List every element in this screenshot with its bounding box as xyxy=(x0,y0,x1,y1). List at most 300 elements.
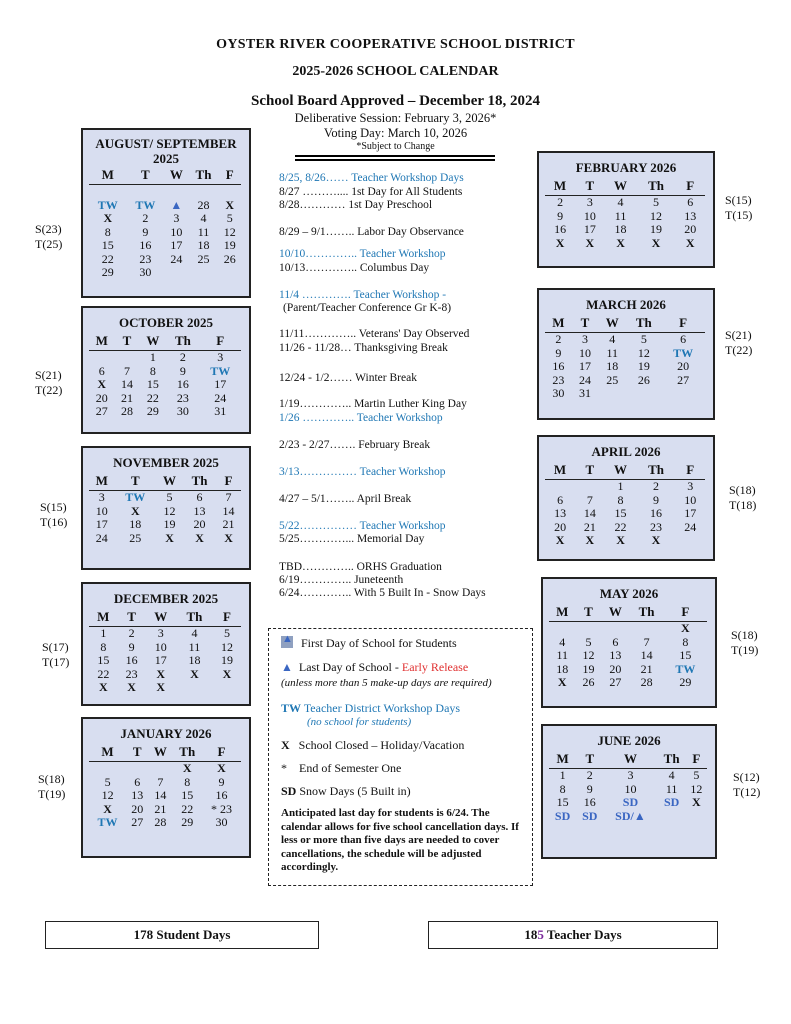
day-cell: 10 xyxy=(170,224,183,239)
day-cell: X xyxy=(195,530,204,545)
day-cell: 3 xyxy=(157,626,164,640)
day-cell: 16 xyxy=(583,795,596,809)
day-cell: ▲ xyxy=(170,197,183,212)
day-cell: 11 xyxy=(665,781,678,796)
day-cell: 6 xyxy=(680,332,687,346)
day-cell: 30 xyxy=(215,815,228,829)
day-cell: 8 xyxy=(682,634,689,649)
day-cell: 15 xyxy=(97,653,110,667)
event-item xyxy=(279,248,446,260)
event-date: 1/19………….. xyxy=(279,398,352,410)
event-date: 6/24………….. xyxy=(279,587,352,599)
month-calendar-jan xyxy=(81,717,251,858)
day-cell xyxy=(148,762,172,776)
day-cell: 10 xyxy=(624,781,637,796)
day-cell: 13 xyxy=(554,506,567,520)
weekday-header: F xyxy=(661,314,705,333)
day-cell: 23 xyxy=(552,372,565,387)
calendar-title: 2025-2026 SCHOOL CALENDAR xyxy=(292,64,499,79)
day-cell xyxy=(89,185,127,199)
day-cell xyxy=(213,681,241,695)
day-cell: 22 xyxy=(181,801,194,816)
day-cell xyxy=(89,762,126,776)
event-item xyxy=(279,262,429,274)
day-cell: SD/▲ xyxy=(615,808,646,823)
day-cell xyxy=(626,387,661,401)
month-grid xyxy=(545,177,705,250)
month-calendar-may xyxy=(541,577,717,708)
day-cell: X xyxy=(557,675,567,689)
day-cell: 29 xyxy=(679,675,692,689)
day-cell: X xyxy=(585,533,595,547)
day-cell: 2 xyxy=(179,350,186,364)
day-cell: 20 xyxy=(609,661,622,676)
day-cell: 12 xyxy=(220,639,233,654)
event-label: Teacher Workshop xyxy=(356,248,446,260)
day-cell: 26 xyxy=(223,251,236,266)
event-label: April Break xyxy=(354,493,412,505)
day-cell: 28 xyxy=(120,404,133,418)
weekday-header: M xyxy=(549,603,576,622)
event-date: 4/27 – 5/1…….. xyxy=(279,493,355,505)
day-cell: 31 xyxy=(214,404,227,418)
event-item xyxy=(279,186,462,198)
event-date: 12/24 - 1/2…… xyxy=(279,372,353,384)
event-item xyxy=(279,172,464,184)
weekday-header: F xyxy=(676,177,705,196)
month-calendar-apr xyxy=(537,435,715,561)
subject-to-change: *Subject to Change xyxy=(356,141,435,152)
legend-snow: SD Snow Days (5 Built in) xyxy=(281,784,411,798)
student-day-count: S(23) xyxy=(35,222,62,236)
event-date: 5/22…………… xyxy=(279,520,357,532)
event-item xyxy=(279,561,442,573)
day-cell: 1 xyxy=(100,626,107,640)
day-cell: 21 xyxy=(640,661,653,676)
day-cell: 22 xyxy=(97,666,110,681)
day-cell: 20 xyxy=(131,801,144,816)
event-item xyxy=(279,342,448,354)
weekday-header: W xyxy=(598,314,626,333)
month-grid xyxy=(89,743,241,830)
weekday-header: Th xyxy=(637,177,676,196)
day-count-oct xyxy=(35,368,62,398)
day-cell: 17 xyxy=(170,238,183,252)
month-title: OCTOBER 2025 xyxy=(118,315,214,330)
day-cell xyxy=(126,762,148,776)
event-label: ORHS Graduation xyxy=(353,561,442,573)
weekday-header: T xyxy=(575,177,604,196)
event-label: Martin Luther King Day xyxy=(351,398,467,410)
day-cell: 13 xyxy=(684,208,697,223)
weekday-header: F xyxy=(199,332,241,351)
day-cell: TW xyxy=(97,815,118,829)
month-title: MAY 2026 xyxy=(599,586,659,601)
day-cell: 22 xyxy=(614,519,627,534)
day-cell: 16 xyxy=(125,653,138,667)
day-cell: 24 xyxy=(578,372,591,387)
event-item xyxy=(279,289,446,301)
student-day-count: S(12) xyxy=(733,770,760,784)
day-cell: 3 xyxy=(586,195,593,209)
day-cell: 23 xyxy=(125,666,138,681)
teacher-day-count: T(25) xyxy=(35,237,63,251)
event-date: 8/29 – 9/1…….. xyxy=(279,226,355,238)
day-cell: 23 xyxy=(650,519,663,534)
day-cell: 15 xyxy=(146,377,159,391)
weekday-header: T xyxy=(572,314,598,333)
event-item xyxy=(279,328,469,340)
day-cell: 21 xyxy=(583,519,596,534)
day-cell xyxy=(115,351,140,365)
event-label: Columbus Day xyxy=(356,262,430,274)
day-cell: 11 xyxy=(556,648,569,662)
day-cell: 12 xyxy=(582,648,595,662)
event-date: 8/25, 8/26…… xyxy=(279,172,349,184)
day-cell: X xyxy=(156,666,166,681)
teacher-day-count: T(22) xyxy=(35,383,63,397)
teacher-day-count: T(19) xyxy=(38,787,66,801)
day-cell: 3 xyxy=(581,332,588,346)
day-cell: 6 xyxy=(196,490,203,504)
day-cell: 16 xyxy=(650,506,663,520)
day-cell: 12 xyxy=(650,208,663,223)
day-cell: 14 xyxy=(222,503,235,518)
teacher-day-count: T(19) xyxy=(731,643,759,657)
day-cell: 24 xyxy=(95,530,108,545)
day-cell: 5 xyxy=(585,634,592,649)
event-label: Winter Break xyxy=(352,372,417,384)
weekday-header: Th xyxy=(626,314,661,333)
legend-first-day: ▲ First Day of School for Students xyxy=(282,633,457,650)
day-cell: 11 xyxy=(606,345,619,360)
day-cell: X xyxy=(103,211,113,225)
approval-line: School Board Approved – December 18, 2024 xyxy=(250,93,541,109)
day-cell: 15 xyxy=(679,648,692,662)
event-label: 1st Day Preschool xyxy=(345,199,433,211)
day-cell xyxy=(629,622,663,636)
teacher-day-count: T(18) xyxy=(729,498,757,512)
event-label: Teacher Workshop Days xyxy=(348,172,464,184)
month-calendar-aug xyxy=(81,128,251,298)
day-cell: X xyxy=(127,680,136,694)
weekday-header: F xyxy=(213,608,241,627)
event-item xyxy=(279,439,430,451)
month-grid xyxy=(545,314,705,401)
day-cell: X xyxy=(692,795,701,809)
day-cell: 17 xyxy=(583,222,596,236)
day-cell: 5 xyxy=(104,774,111,789)
day-cell: 2 xyxy=(586,768,593,782)
day-cell: 13 xyxy=(131,788,144,802)
day-cell: 17 xyxy=(214,377,227,391)
day-cell: X xyxy=(165,530,174,545)
weekday-header: F xyxy=(676,461,705,480)
day-cell: 1 xyxy=(617,479,624,493)
last-day-icon: ▲ xyxy=(281,660,293,674)
divider xyxy=(295,159,495,161)
event-item xyxy=(279,412,443,424)
day-cell: 9 xyxy=(557,208,564,223)
day-cell: 9 xyxy=(653,492,660,507)
day-cell: 31 xyxy=(578,386,591,400)
legend-box xyxy=(268,628,533,886)
day-cell xyxy=(676,534,705,548)
day-cell: 9 xyxy=(218,774,225,789)
student-day-count: S(21) xyxy=(725,328,752,342)
day-cell: X xyxy=(651,235,661,250)
day-cell: 8 xyxy=(104,224,111,239)
day-cell: 25 xyxy=(606,372,619,387)
day-cell: 2 xyxy=(557,195,564,209)
day-cell: 18 xyxy=(197,238,210,252)
weekday-header: W xyxy=(164,166,188,185)
event-date: 8/27 ……….... xyxy=(279,186,349,198)
weekday-header: T xyxy=(576,603,602,622)
day-cell: X xyxy=(103,801,112,816)
day-cell: 30 xyxy=(176,404,189,418)
weekday-header: M xyxy=(545,177,575,196)
day-cell: 3 xyxy=(217,350,224,364)
day-cell: X xyxy=(681,621,690,635)
day-cell: X xyxy=(616,533,625,547)
day-cell: 6 xyxy=(557,492,564,507)
day-cell: X xyxy=(217,761,226,775)
day-cell: 13 xyxy=(609,648,622,662)
day-cell: 5 xyxy=(653,195,660,209)
day-cell xyxy=(549,622,576,636)
month-grid xyxy=(89,472,241,545)
event-item xyxy=(279,587,486,599)
weekday-header: Th xyxy=(629,603,663,622)
student-day-count: S(15) xyxy=(725,193,752,207)
event-label: February Break xyxy=(355,439,431,451)
day-cell: 24 xyxy=(214,390,227,405)
day-cell xyxy=(127,185,165,199)
weekday-header: F xyxy=(218,166,241,185)
day-cell: 4 xyxy=(668,768,675,782)
day-cell xyxy=(218,266,241,280)
day-cell: 30 xyxy=(139,265,152,279)
event-date: 6/19………….. xyxy=(279,574,352,586)
day-cell: 23 xyxy=(139,251,152,266)
day-cell: 29 xyxy=(181,815,194,829)
legend-tw-note: (no school for students) xyxy=(307,716,412,728)
day-cell: 25 xyxy=(129,530,142,545)
day-cell xyxy=(661,387,705,401)
teacher-day-count: T(17) xyxy=(42,655,70,669)
student-day-count: S(18) xyxy=(731,628,758,642)
day-cell xyxy=(575,480,604,494)
day-cell: 3 xyxy=(173,211,180,225)
weekday-header: Th xyxy=(172,743,202,762)
day-cell xyxy=(545,480,575,494)
day-count-apr xyxy=(729,483,756,513)
day-cell: SD xyxy=(622,795,639,809)
day-cell: 27 xyxy=(131,815,144,829)
day-cell: 2 xyxy=(128,626,135,640)
divider xyxy=(295,155,495,157)
day-cell: SD xyxy=(582,808,598,823)
day-cell: 19 xyxy=(637,359,650,373)
month-grid xyxy=(89,166,241,280)
weekday-header: Th xyxy=(183,472,216,491)
weekday-header: F xyxy=(686,750,707,769)
day-cell xyxy=(189,185,219,199)
day-cell: 20 xyxy=(95,390,108,405)
day-cell: 16 xyxy=(554,222,567,236)
deliberative-session: Deliberative Session: February 3, 2026* xyxy=(294,111,497,125)
event-label: Juneteenth xyxy=(351,574,404,586)
event-date: 10/13………….. xyxy=(279,262,357,274)
event-label: Teacher Workshop xyxy=(356,520,446,532)
day-count-jan xyxy=(38,772,65,802)
day-cell: 28 xyxy=(197,197,210,212)
teacher-days-box: 185 Teacher Days xyxy=(428,921,718,949)
day-cell: 29 xyxy=(101,265,114,279)
event-item xyxy=(279,493,411,505)
legend-closed: X School Closed – Holiday/Vacation xyxy=(281,738,465,752)
day-cell: TW xyxy=(135,197,156,212)
day-cell: 29 xyxy=(146,404,159,418)
weekday-header: W xyxy=(605,177,637,196)
event-label: Thanksgiving Break xyxy=(351,342,448,354)
day-cell: 2 xyxy=(653,479,660,493)
day-cell: 19 xyxy=(163,517,176,531)
day-cell: 25 xyxy=(197,251,210,266)
legend-tw: TW Teacher District Workshop Days xyxy=(281,701,461,715)
month-grid xyxy=(89,608,241,695)
event-label: 1st Day for All Students xyxy=(348,186,463,198)
day-cell: X xyxy=(98,680,108,694)
day-cell: 16 xyxy=(552,359,565,373)
month-title: APRIL 2026 xyxy=(591,444,661,459)
month-grid xyxy=(89,332,241,419)
day-cell: X xyxy=(182,761,192,775)
weekday-header: M xyxy=(89,166,127,185)
voting-day: Voting Day: March 10, 2026 xyxy=(323,126,468,140)
event-date: 1/26 ………….. xyxy=(279,412,355,424)
event-label: Veterans' Day Observed xyxy=(356,328,470,340)
event-item xyxy=(279,466,446,478)
day-cell: 19 xyxy=(582,661,595,676)
day-cell: 15 xyxy=(556,795,569,809)
day-cell: 5 xyxy=(226,211,233,225)
day-cell: 18 xyxy=(556,661,569,676)
day-cell: 5 xyxy=(166,490,173,504)
day-cell: 5 xyxy=(693,768,700,782)
student-day-count: S(18) xyxy=(38,772,65,786)
day-cell xyxy=(164,185,188,199)
weekday-header: W xyxy=(148,743,172,762)
day-cell xyxy=(658,810,686,824)
weekday-header: F xyxy=(216,472,241,491)
weekday-header: Th xyxy=(189,166,219,185)
legend-anticipated: Anticipated last day for students is 6/24. The calendar allows for five school cancellation days. If less or more than five days are needed to cover cancellations, the schedule will be adjusted accordingly. xyxy=(281,807,519,873)
day-cell: 27 xyxy=(677,372,690,387)
month-title: FEBRUARY 2026 xyxy=(575,160,677,175)
day-cell: 1 xyxy=(559,768,566,782)
month-calendar-jun xyxy=(541,724,717,859)
day-cell xyxy=(189,266,219,280)
event-date: 3/13…………… xyxy=(279,466,357,478)
day-cell: 17 xyxy=(95,517,108,531)
month-calendar-mar xyxy=(537,288,715,420)
day-cell: 7 xyxy=(586,492,593,507)
event-label: With 5 Built In - Snow Days xyxy=(351,587,486,599)
event-label: (Parent/Teacher Conference Gr K-8) xyxy=(283,302,452,314)
weekday-header: T xyxy=(576,750,603,769)
weekday-header: M xyxy=(545,314,572,333)
day-cell: 9 xyxy=(555,345,562,360)
day-cell: 18 xyxy=(606,359,619,373)
day-cell: X xyxy=(222,666,232,681)
day-count-jun xyxy=(733,770,760,800)
district-title: OYSTER RIVER COOPERATIVE SCHOOL DISTRICT xyxy=(216,37,575,52)
day-cell xyxy=(218,185,241,199)
day-cell: 21 xyxy=(120,390,133,405)
weekday-header: T xyxy=(115,472,157,491)
month-calendar-oct xyxy=(81,306,251,434)
day-cell: 4 xyxy=(609,332,616,346)
day-cell: X xyxy=(224,530,233,545)
day-cell: TW xyxy=(210,363,231,378)
weekday-header: M xyxy=(89,332,115,351)
month-title: JANUARY 2026 xyxy=(120,726,212,741)
day-cell: 18 xyxy=(129,517,142,531)
day-cell xyxy=(686,810,707,824)
day-count-dec xyxy=(42,640,69,670)
student-day-count: S(21) xyxy=(35,368,62,382)
day-cell: X xyxy=(190,666,199,681)
event-date: 10/10………….. xyxy=(279,248,357,260)
day-cell: 10 xyxy=(154,639,167,654)
day-cell: 5 xyxy=(223,626,230,640)
day-cell: 7 xyxy=(643,634,650,649)
day-cell: 8 xyxy=(100,639,107,654)
day-count-may xyxy=(731,628,758,658)
weekday-header: W xyxy=(603,750,657,769)
day-cell: 24 xyxy=(684,519,697,534)
month-title: JUNE 2026 xyxy=(597,733,661,748)
day-cell: SD xyxy=(554,808,571,823)
day-cell: 12 xyxy=(637,345,650,360)
day-cell: 2 xyxy=(142,211,149,225)
day-cell: 4 xyxy=(191,626,198,640)
day-cell: 15 xyxy=(101,238,114,252)
event-date: 11/26 - 11/28… xyxy=(279,342,352,354)
day-cell: 10 xyxy=(684,492,697,507)
day-cell: 9 xyxy=(142,224,149,239)
day-cell: 6 xyxy=(134,774,141,789)
day-cell: X xyxy=(616,235,625,250)
day-cell xyxy=(176,681,213,695)
event-item xyxy=(279,302,451,314)
day-cell: 19 xyxy=(223,238,236,252)
day-cell: X xyxy=(555,235,565,250)
month-title: DECEMBER 2025 xyxy=(113,591,219,606)
weekday-header: M xyxy=(545,461,575,480)
student-days-box: 178 Student Days xyxy=(45,921,319,949)
day-cell xyxy=(576,622,602,636)
day-cell: 8 xyxy=(184,774,191,789)
day-cell: 14 xyxy=(640,648,653,662)
weekday-header: T xyxy=(126,743,148,762)
day-cell: X xyxy=(685,235,695,250)
weekday-header: W xyxy=(139,332,166,351)
day-cell: 12 xyxy=(690,781,703,796)
day-cell: 3 xyxy=(627,768,634,782)
